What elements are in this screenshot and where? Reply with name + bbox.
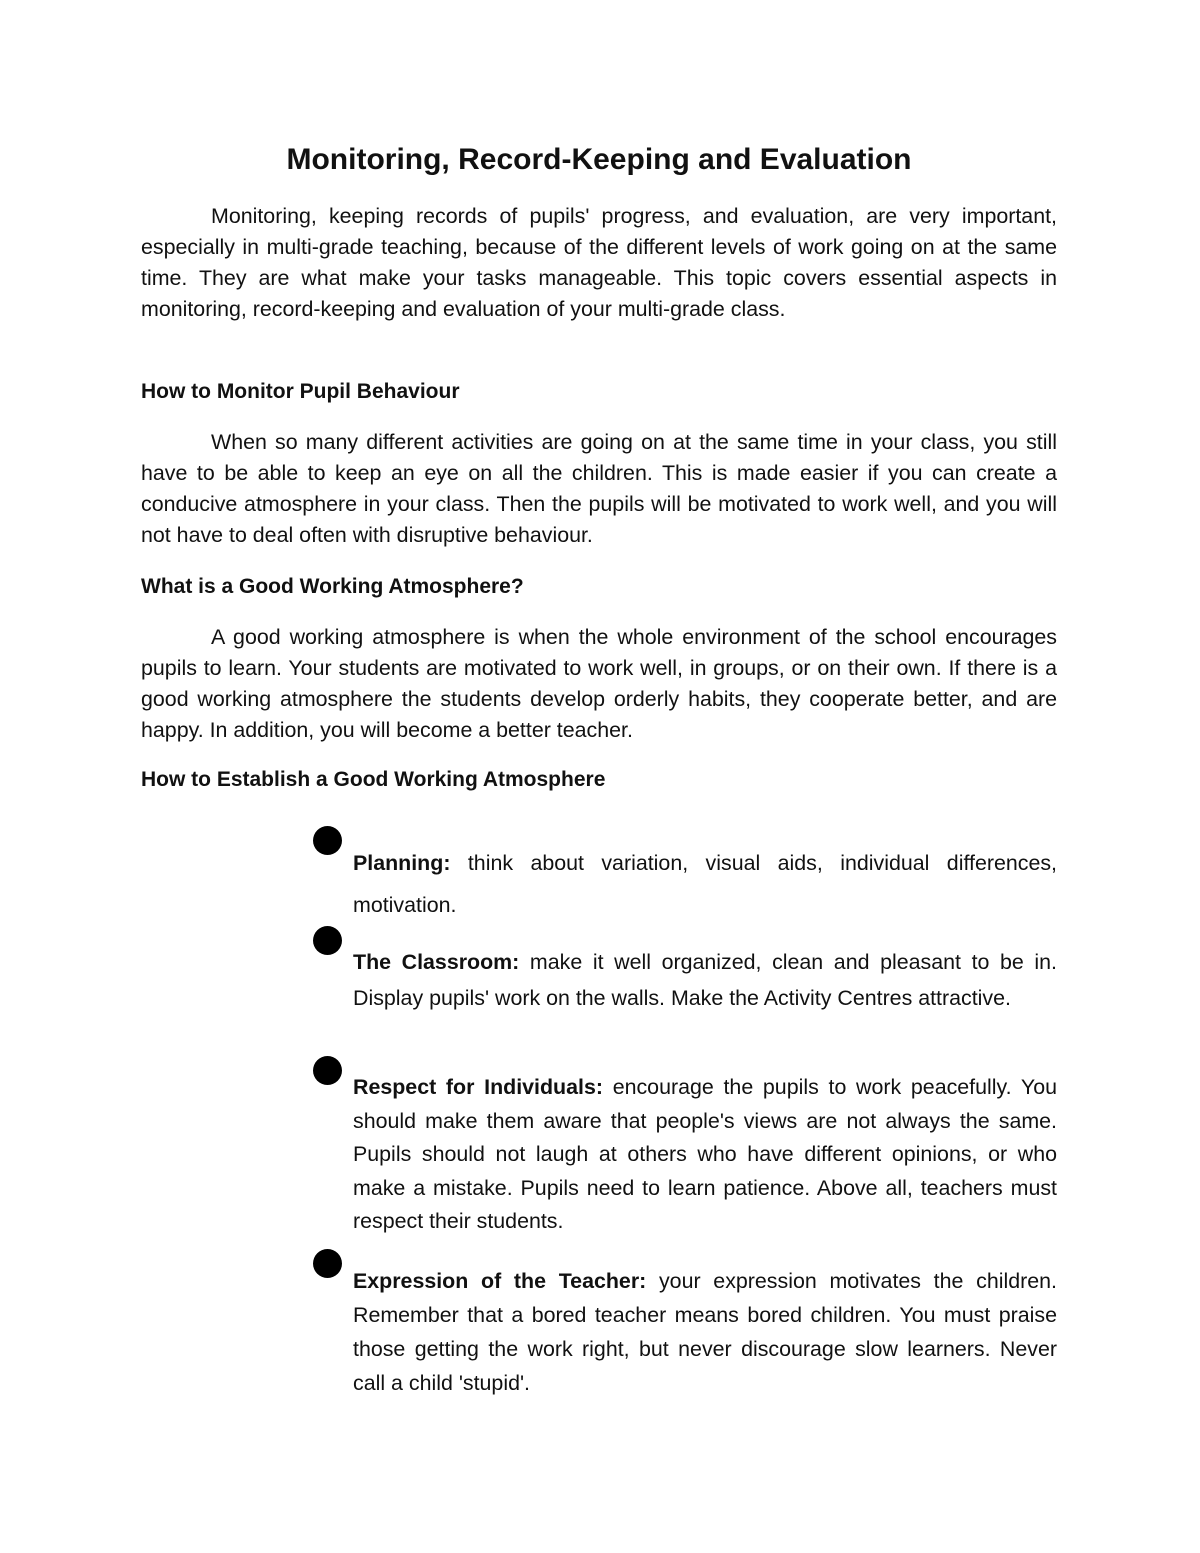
bullet-description: think about variation, visual aids, individual differences, motivation. — [353, 851, 1057, 917]
bullet-dot-icon — [313, 926, 342, 955]
bullet-dot-icon — [313, 1249, 342, 1278]
bullet-label: The Classroom: — [353, 950, 520, 974]
bullet-text — [353, 842, 1057, 926]
section-body-monitor-behaviour: When so many different activities are going on at the same time in your class, you still have to be able to keep an eye on all the children. This is made easier if you can create a conducive atmosphere in your class. Then the pupils will be motivated to work well, and you will not have to deal often with disruptive behaviour. — [141, 430, 1057, 547]
bullet-text — [353, 1264, 1057, 1400]
bullet-label: Expression of the Teacher: — [353, 1269, 647, 1293]
bullet-description: your expression motivates the children. Remember that a bored teacher means bored children. You must praise those getting the work right, but never discourage slow learners. Never call a child 'stupid'. — [353, 1269, 1057, 1395]
bullet-description: make it well organized, clean and pleasant to be in. Display pupils' work on the walls. Make the Activity Centres attractive. — [353, 950, 1057, 1010]
section-heading-good-atmosphere: What is a Good Working Atmosphere? — [141, 575, 524, 598]
intro-paragraph: Monitoring, keeping records of pupils' progress, and evaluation, are very important, especially in multi-grade teaching, because of the different levels of work going on at the same time. They are what make your tasks manageable. This topic covers essential aspects in monitoring, record-keeping and evaluation of your multi-grade class. — [141, 204, 1057, 321]
section-body-good-atmosphere: A good working atmosphere is when the whole environment of the school encourages pupils to learn. Your students are motivated to work well, in groups, or on their own. If there is a good working atmosphere the students develop orderly habits, they cooperate better, and are happy. In addition, you will become a better teacher. — [141, 625, 1057, 742]
section-heading-monitor-behaviour: How to Monitor Pupil Behaviour — [141, 380, 460, 403]
bullet-dot-icon — [313, 826, 342, 855]
page-title: Monitoring, Record-Keeping and Evaluation — [286, 143, 912, 176]
bullet-dot-icon — [313, 1056, 342, 1085]
bullet-label: Planning: — [353, 851, 451, 875]
bullet-description: encourage the pupils to work peacefully. You should make them aware that people's views are not always the same. Pupils should not laugh at others who have different opinions, or who make a mistake. Pupils need to learn patience. Above all, teachers must respect their students. — [353, 1075, 1057, 1233]
section-heading-establish-atmosphere: How to Establish a Good Working Atmosphere — [141, 768, 606, 791]
bullet-text — [353, 1071, 1057, 1239]
bullet-text — [353, 944, 1057, 1016]
bullet-label: Respect for Individuals: — [353, 1075, 603, 1099]
